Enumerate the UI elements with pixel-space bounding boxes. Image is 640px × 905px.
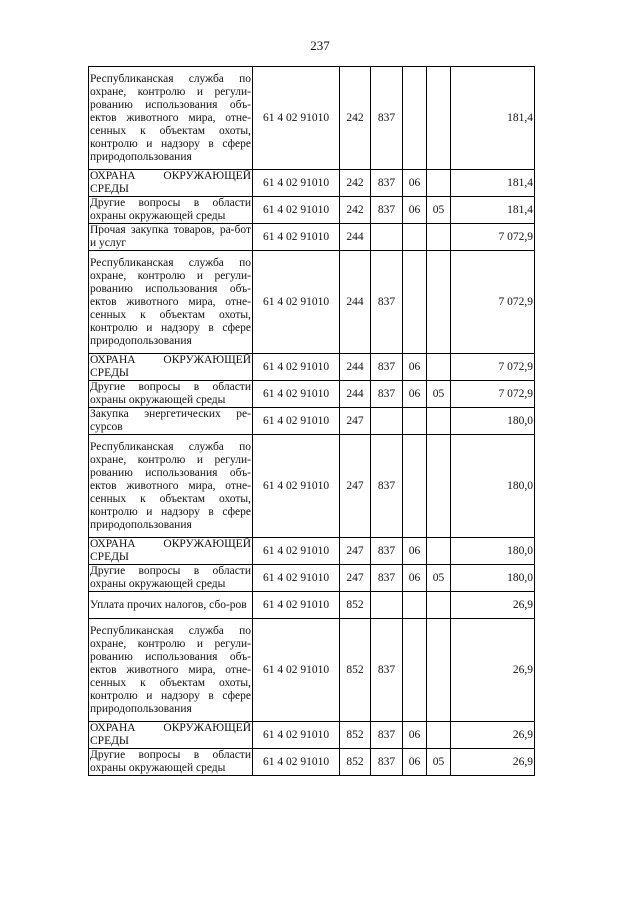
expense-type-code: 244	[340, 354, 371, 381]
row-name: ОХРАНА ОКРУЖАЮЩЕЙ СРЕДЫ	[90, 538, 251, 563]
section-code	[403, 619, 427, 722]
table-row	[89, 538, 535, 565]
row-name: Закупка энергетических ре-сурсов	[90, 408, 251, 433]
administrator-code: 837	[371, 538, 403, 565]
table-row	[89, 197, 535, 224]
target-article-code: 61 4 02 91010	[253, 722, 340, 749]
amount: 180,0	[451, 435, 535, 538]
amount: 181,4	[451, 197, 535, 224]
section-code: 06	[403, 722, 427, 749]
amount: 7 072,9	[451, 251, 535, 354]
expense-type-code: 852	[340, 749, 371, 776]
target-article-code: 61 4 02 91010	[253, 67, 340, 170]
subsection-code	[427, 408, 451, 435]
amount: 181,4	[451, 67, 535, 170]
amount: 26,9	[451, 722, 535, 749]
table-row	[89, 224, 535, 251]
expense-type-code: 244	[340, 251, 371, 354]
administrator-code: 837	[371, 749, 403, 776]
expense-type-code: 244	[340, 381, 371, 408]
administrator-code: 837	[371, 170, 403, 197]
row-name: Республиканская служба по охране, контролю и регули-рованию использования объ-ектов животного мира, отне-сенных к объектам охоты, контролю и надзору в сфере природопользования	[89, 67, 253, 170]
target-article-code: 61 4 02 91010	[253, 435, 340, 538]
table-row	[89, 408, 535, 435]
target-article-code: 61 4 02 91010	[253, 538, 340, 565]
amount: 180,0	[451, 538, 535, 565]
section-code	[403, 251, 427, 354]
expense-type-code: 242	[340, 170, 371, 197]
row-name: Республиканская служба по охране, контролю и регули-рованию использования объ-ектов животного мира, отне-сенных к объектам охоты, контролю и надзору в сфере природопользования	[89, 251, 253, 354]
section-code	[403, 408, 427, 435]
administrator-code: 837	[371, 722, 403, 749]
expense-type-code: 247	[340, 538, 371, 565]
amount: 181,4	[451, 170, 535, 197]
amount: 26,9	[451, 619, 535, 722]
expense-type-code: 242	[340, 67, 371, 170]
subsection-code: 05	[427, 381, 451, 408]
table-row	[89, 619, 535, 722]
subsection-code	[427, 619, 451, 722]
row-name: Республиканская служба по охране, контролю и регули-рованию использования объ-ектов животного мира, отне-сенных к объектам охоты, контролю и надзору в сфере природопользования	[89, 435, 253, 538]
row-name: ОХРАНА ОКРУЖАЮЩЕЙ СРЕДЫ	[90, 722, 251, 747]
table-row	[89, 722, 535, 749]
target-article-code: 61 4 02 91010	[253, 170, 340, 197]
row-name: Другие вопросы в области охраны окружающей среды	[90, 749, 251, 774]
table-row	[89, 749, 535, 776]
subsection-code	[427, 251, 451, 354]
administrator-code	[371, 408, 403, 435]
target-article-code: 61 4 02 91010	[253, 749, 340, 776]
row-name: ОХРАНА ОКРУЖАЮЩЕЙ СРЕДЫ	[90, 170, 251, 195]
table-row	[89, 435, 535, 538]
amount: 26,9	[451, 592, 535, 619]
subsection-code	[427, 592, 451, 619]
expense-type-code: 247	[340, 408, 371, 435]
section-code: 06	[403, 170, 427, 197]
target-article-code: 61 4 02 91010	[253, 354, 340, 381]
subsection-code: 05	[427, 197, 451, 224]
subsection-code	[427, 538, 451, 565]
row-name: ОХРАНА ОКРУЖАЮЩЕЙ СРЕДЫ	[90, 354, 251, 379]
target-article-code: 61 4 02 91010	[253, 251, 340, 354]
section-code	[403, 67, 427, 170]
target-article-code: 61 4 02 91010	[253, 224, 340, 251]
target-article-code: 61 4 02 91010	[253, 565, 340, 592]
expense-type-code: 242	[340, 197, 371, 224]
row-name: Другие вопросы в области охраны окружающей среды	[90, 381, 251, 406]
amount: 7 072,9	[451, 381, 535, 408]
table-row	[89, 170, 535, 197]
administrator-code	[371, 592, 403, 619]
section-code: 06	[403, 565, 427, 592]
section-code: 06	[403, 381, 427, 408]
subsection-code	[427, 354, 451, 381]
row-name: Республиканская служба по охране, контролю и регули-рованию использования объ-ектов животного мира, отне-сенных к объектам охоты, контролю и надзору в сфере природопользования	[89, 619, 253, 722]
table-row	[89, 354, 535, 381]
subsection-code	[427, 67, 451, 170]
section-code: 06	[403, 538, 427, 565]
subsection-code	[427, 722, 451, 749]
subsection-code: 05	[427, 749, 451, 776]
budget-table-body	[89, 67, 535, 776]
expense-type-code: 247	[340, 435, 371, 538]
page-number: 237	[310, 38, 330, 53]
expense-type-code: 852	[340, 722, 371, 749]
table-row	[89, 381, 535, 408]
section-code	[403, 435, 427, 538]
table-row	[89, 251, 535, 354]
target-article-code: 61 4 02 91010	[253, 619, 340, 722]
administrator-code: 837	[371, 197, 403, 224]
administrator-code: 837	[371, 435, 403, 538]
target-article-code: 61 4 02 91010	[253, 592, 340, 619]
administrator-code: 837	[371, 619, 403, 722]
budget-table	[88, 66, 535, 776]
administrator-code: 837	[371, 67, 403, 170]
expense-type-code: 852	[340, 619, 371, 722]
target-article-code: 61 4 02 91010	[253, 408, 340, 435]
amount: 7 072,9	[451, 354, 535, 381]
row-name: Другие вопросы в области охраны окружающей среды	[90, 565, 251, 590]
section-code	[403, 592, 427, 619]
subsection-code	[427, 224, 451, 251]
administrator-code: 837	[371, 354, 403, 381]
expense-type-code: 247	[340, 565, 371, 592]
administrator-code	[371, 224, 403, 251]
table-row	[89, 67, 535, 170]
table-row	[89, 592, 535, 619]
amount: 180,0	[451, 565, 535, 592]
administrator-code: 837	[371, 565, 403, 592]
administrator-code: 837	[371, 381, 403, 408]
section-code: 06	[403, 749, 427, 776]
expense-type-code: 852	[340, 592, 371, 619]
row-name: Уплата прочих налогов, сбо-ров	[89, 592, 253, 619]
amount: 7 072,9	[451, 224, 535, 251]
row-name: Другие вопросы в области охраны окружающей среды	[90, 197, 251, 222]
target-article-code: 61 4 02 91010	[253, 381, 340, 408]
section-code: 06	[403, 197, 427, 224]
section-code	[403, 224, 427, 251]
amount: 26,9	[451, 749, 535, 776]
administrator-code: 837	[371, 251, 403, 354]
table-row	[89, 565, 535, 592]
row-name: Прочая закупка товаров, ра-бот и услуг	[90, 224, 251, 249]
subsection-code	[427, 435, 451, 538]
expense-type-code: 244	[340, 224, 371, 251]
subsection-code	[427, 170, 451, 197]
target-article-code: 61 4 02 91010	[253, 197, 340, 224]
amount: 180,0	[451, 408, 535, 435]
subsection-code: 05	[427, 565, 451, 592]
section-code: 06	[403, 354, 427, 381]
